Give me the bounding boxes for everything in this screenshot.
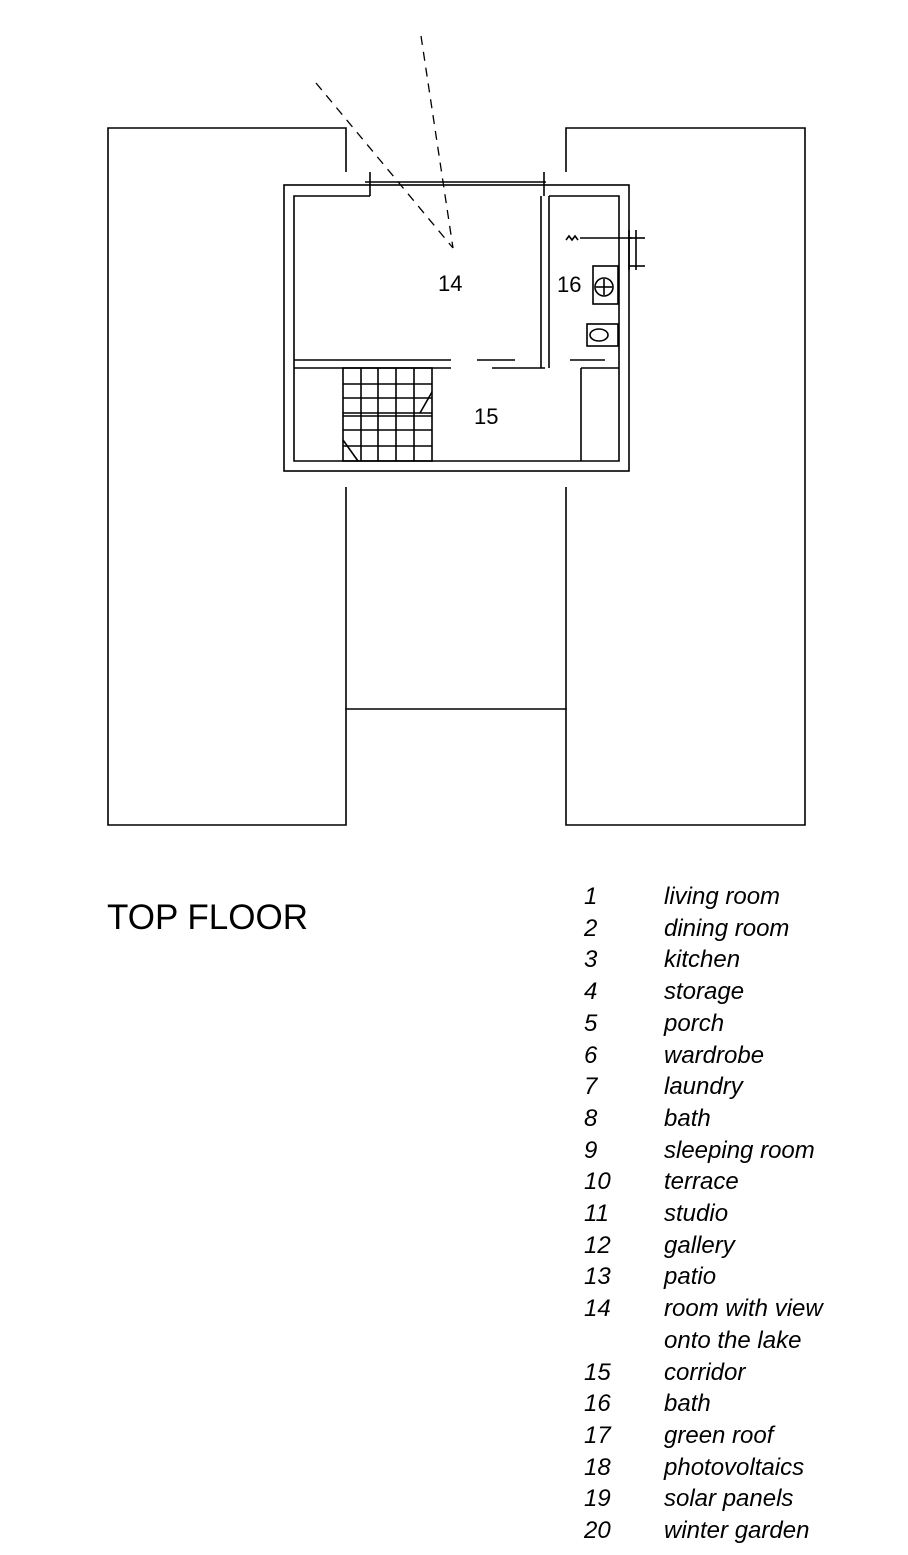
legend-number: 16: [584, 1390, 611, 1418]
legend-item: [584, 1483, 864, 1515]
legend-item: [584, 913, 864, 945]
staircase: [343, 368, 432, 461]
legend-label: sleeping room: [664, 1136, 815, 1164]
legend-number: 9: [584, 1136, 598, 1164]
legend-number: 6: [584, 1041, 598, 1069]
legend-number: 7: [584, 1073, 598, 1101]
legend-item: [584, 1230, 864, 1262]
legend-number: 8: [584, 1104, 598, 1132]
legend-item: [584, 1420, 864, 1452]
legend-item: [584, 1071, 864, 1103]
legend-item: [584, 1040, 864, 1072]
legend-number: 19: [584, 1485, 611, 1513]
legend-number: 17: [584, 1421, 611, 1449]
legend-label: onto the lake: [664, 1326, 802, 1354]
legend-item: [584, 1135, 864, 1167]
view-lines: [316, 36, 453, 248]
legend-label: corridor: [664, 1358, 746, 1386]
legend-label: kitchen: [664, 946, 741, 974]
legend-number: 11: [584, 1200, 609, 1228]
legend-item: [584, 881, 864, 913]
legend-label: photovoltaics: [664, 1453, 805, 1481]
legend-number: 4: [584, 978, 598, 1006]
legend-number: 14: [584, 1295, 611, 1323]
legend-label: wardrobe: [664, 1041, 765, 1069]
legend-label: terrace: [664, 1168, 739, 1196]
legend-label: porch: [664, 1009, 725, 1037]
room-label-15: 15: [474, 404, 499, 429]
room-label-14: 14: [438, 271, 463, 296]
legend-number: 10: [584, 1168, 611, 1196]
legend-label: green roof: [664, 1421, 774, 1449]
building-outline: [108, 128, 805, 825]
legend-label: laundry: [664, 1073, 743, 1101]
legend-item: [584, 1452, 864, 1484]
legend-number: 3: [584, 946, 598, 974]
legend-number: [584, 1325, 664, 1357]
legend-number: 12: [584, 1231, 611, 1259]
legend-item: [584, 1293, 864, 1325]
legend-item: [584, 976, 864, 1008]
legend-label: room with view: [664, 1295, 823, 1323]
legend-number: 5: [584, 1009, 598, 1037]
legend-item: [584, 1166, 864, 1198]
legend-item: [584, 1515, 864, 1547]
legend-label: storage: [664, 978, 745, 1006]
legend-label: bath: [664, 1104, 711, 1132]
top-floor-outer-wall: [284, 185, 629, 471]
legend-item: [584, 1388, 864, 1420]
legend-label: bath: [664, 1390, 711, 1418]
legend-number: 20: [584, 1517, 611, 1545]
legend-label: patio: [664, 1263, 717, 1291]
legend-label: winter garden: [664, 1517, 810, 1545]
legend-item: [584, 1008, 864, 1040]
floor-title: TOP FLOOR: [107, 898, 308, 937]
room-legend: [584, 881, 864, 1547]
legend-item: [584, 1261, 864, 1293]
legend-label: solar panels: [664, 1485, 794, 1513]
legend-item: [584, 944, 864, 976]
legend-number: 13: [584, 1263, 611, 1291]
legend-label: dining room: [664, 914, 790, 942]
legend-number: 18: [584, 1453, 611, 1481]
legend-number: 15: [584, 1358, 611, 1386]
legend-label: living room: [664, 883, 781, 910]
legend-item: [584, 1325, 864, 1357]
legend-label: studio: [664, 1200, 729, 1228]
room-label-16: 16: [557, 272, 582, 297]
legend-item: [584, 1103, 864, 1135]
legend-item: [584, 1198, 864, 1230]
legend-number: 1: [584, 883, 598, 910]
legend-number: 2: [584, 914, 598, 942]
legend-label: gallery: [664, 1231, 735, 1259]
legend-item: [584, 1357, 864, 1389]
